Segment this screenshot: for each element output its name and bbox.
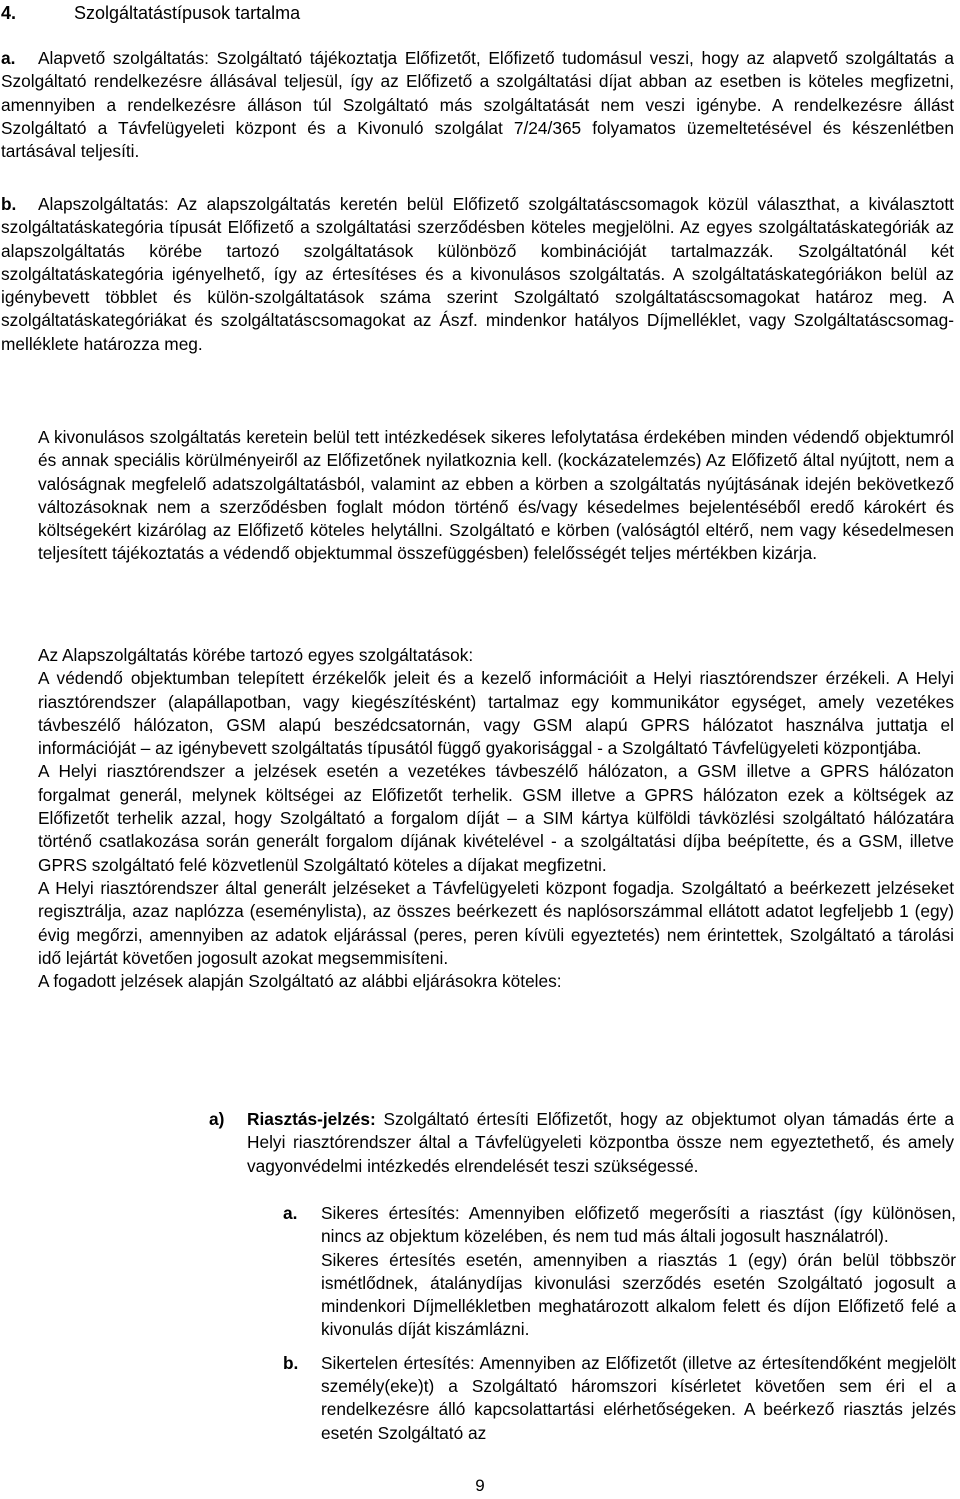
alapszolgaltatas-block <box>38 644 954 993</box>
list-item-term: Riasztás-jelzés: <box>247 1109 376 1129</box>
paragraph-b-text: Alapszolgáltatás: Az alapszolgáltatás keretén belül Előfizető szolgáltatáscsomagok közül választhat, a kiválasztott szolgáltatáskategória típusát Előfizető a szolgáltatási szerződésben köteles megjelölni. Az egyes szolgáltatáskategóriák az alapszolgáltatás körébe tartozó szolgáltatások különböző kombinációját tartalmazzák. Szolgáltatónál két szolgáltatáskategória igényelhető, így az értesítéses és a kivonulásos szolgáltatás. A szolgáltatáskategóriákon belül az igénybevett többlet és külön-szolgáltatások száma szerint Szolgáltató szolgáltatáscsomagokat határoz meg. A szolgáltatáskategóriákat és szolgáltatáscsomagokat az Ászf. mindenkor hatályos Díjmelléklet, vagy Szolgáltatáscsomag-melléklete határozza meg. <box>1 194 954 354</box>
sub-list <box>283 1202 956 1445</box>
alap-paragraph-2: A Helyi riasztórendszer a jelzések esetén a vezetékes távbeszélő hálózaton, a GSM illetve a GPRS hálózaton forgalmat generál, melynek költségei az Előfizetőt terhelik. GSM illetve a GPRS hálózaton ezek a költségek az Előfizetőt terhelik azzal, hogy Szolgáltató a forgalom díját – a SIM kártya külföldi távközlési szolgáltató hálózatára történő csatlakozása során generált forgalom díjának kivételével - a szolgáltatási díjba beépítette, és a GSM, illetve GPRS szolgáltató felé közvetlenül Szolgáltató köteles a díjakat megfizetni. <box>38 761 954 875</box>
paragraph-a-label: a. <box>1 48 16 68</box>
paragraph-b-label: b. <box>1 194 17 214</box>
sub-item-sikertelen <box>283 1352 956 1445</box>
sub-item-sikeres <box>283 1202 956 1342</box>
list-item-label: a) <box>209 1109 225 1129</box>
section-heading <box>1 2 300 25</box>
alap-paragraph-3: A Helyi riasztórendszer által generált jelzéseket a Távfelügyeleti központ fogadja. Szolgáltató a beérkezett jelzéseket regisztrálja, azaz naplózza (eseménylista), az összes beérkezett és naplósorszámmal ellátott adatot legfeljebb 1 (egy) évig megőrzi, amennyiben az adatok eljárással (peres, peren kívüli egyeztetés) nem érintettek, Szolgáltató a tárolási idő lejártát követően jogosult azokat megsemmisíteni. <box>38 877 954 968</box>
section-title: Szolgáltatástípusok tartalma <box>74 3 301 23</box>
list-item-text: Szolgáltató értesíti Előfizetőt, hogy az objektumot olyan támadás érte a Helyi riasztórendszer által a Távfelügyeleti központba össze nem egyeztethető, és amely vagyonvédelmi intézkedés elrendelését teszi szükségessé. <box>247 1109 954 1176</box>
sub-item-label: b. <box>283 1352 299 1373</box>
sub-item-text: Sikertelen értesítés: Amennyiben az Előfizetőt (illetve az értesítendőként megjelölt személy(eke)t) a Szolgáltató háromszori kísérletet követően sem éri el a rendelkezésre álló kapcsolattartási elérhetőségeken. A beérkező riasztás jelzés esetén Szolgáltató az <box>321 1352 956 1443</box>
alap-paragraph-1: A védendő objektumban telepített érzékelők jeleit és a kezelő információit a Helyi riasztórendszer érzékeli. A Helyi riasztórendszer (alapállapotban, vagy kiegészítésként) tartalmaz egy kommunikátor egységet, amely vezetékes távbeszélő hálózaton, GSM alapú beszédcsatornán, vagy GSM alapú GPRS hálózatot használva juttatja el információját – az igénybevett szolgáltatás típusától függő gyakorisággal - a Szolgáltató Távfelügyeleti központjába. <box>38 668 954 759</box>
paragraph-a <box>1 47 954 163</box>
list-item-riasztas <box>209 1108 954 1178</box>
sub-item-text-2: Sikeres értesítés esetén, amennyiben a riasztás 1 (egy) órán belül többször ismétlődnek, átalánydíjas kivonulási szerződés esetén Szolgáltató jogosult a mindenkori Díjmellékletben meghatározott alkalom felett és díjon Előfizető felé a kivonulás díját kiszámlázni. <box>321 1249 956 1340</box>
procedure-list <box>209 1108 954 1178</box>
paragraph-kivonulasos <box>38 426 954 566</box>
section-number: 4. <box>1 3 17 23</box>
sub-item-text-1: Sikeres értesítés: Amennyiben előfizető megerősíti a riasztást (így különösen, nincs az objektum közelében, és nem tud más általi jogosult használatról). <box>321 1203 956 1247</box>
kivonulasos-text: A kivonulásos szolgáltatás keretein belül tett intézkedések sikeres lefolytatása érdekében minden védendő objektumról és annak speciális körülményeiről az Előfizetőnek nyilatkoznia kell. (kockázatelemzés) Az Előfizető által nyújtott, nem a valóságnak megfelelő adatszolgáltatásból, valamint az ebben a körben a szolgáltatás nyújtásának idején bekövetkező változásoknak nem a szerződésben foglalt módon történő és/vagy késedelmes bejelentéséből eredő károkért és költségekért kizárólag az Előfizető köteles helytállni. Szolgáltató e körben (valóságtól eltérő, nem vagy késedelmesen teljesített tájékoztatás a védendő objektummal összefüggésben) felelősségét teljes mértékben kizárja. <box>38 427 954 564</box>
sub-item-label: a. <box>283 1203 298 1223</box>
page-number: 9 <box>475 1476 485 1495</box>
paragraph-b <box>1 193 954 356</box>
alap-paragraph-4: A fogadott jelzések alapján Szolgáltató az alábbi eljárásokra köteles: <box>38 971 562 992</box>
alap-intro: Az Alapszolgáltatás körébe tartozó egyes szolgáltatások: <box>38 645 474 665</box>
paragraph-a-text: Alapvető szolgáltatás: Szolgáltató tájékoztatja Előfizetőt, Előfizető tudomásul veszi, hogy az alapvető szolgáltatás a Szolgáltató rendelkezésre állásával teljesül, így az Előfizető a szolgáltatási díjat abban az esetben is köteles megfizetni, amennyiben a rendelkezésre álláson túl Szolgáltató más szolgáltatását nem veszi igénybe. A rendelkezésre állást Szolgáltató a Távfelügyeleti központ és a Kivonuló szolgálat 7/24/365 folyamatos üzemeltetésével és készenlétben tartásával teljesíti. <box>1 48 954 162</box>
